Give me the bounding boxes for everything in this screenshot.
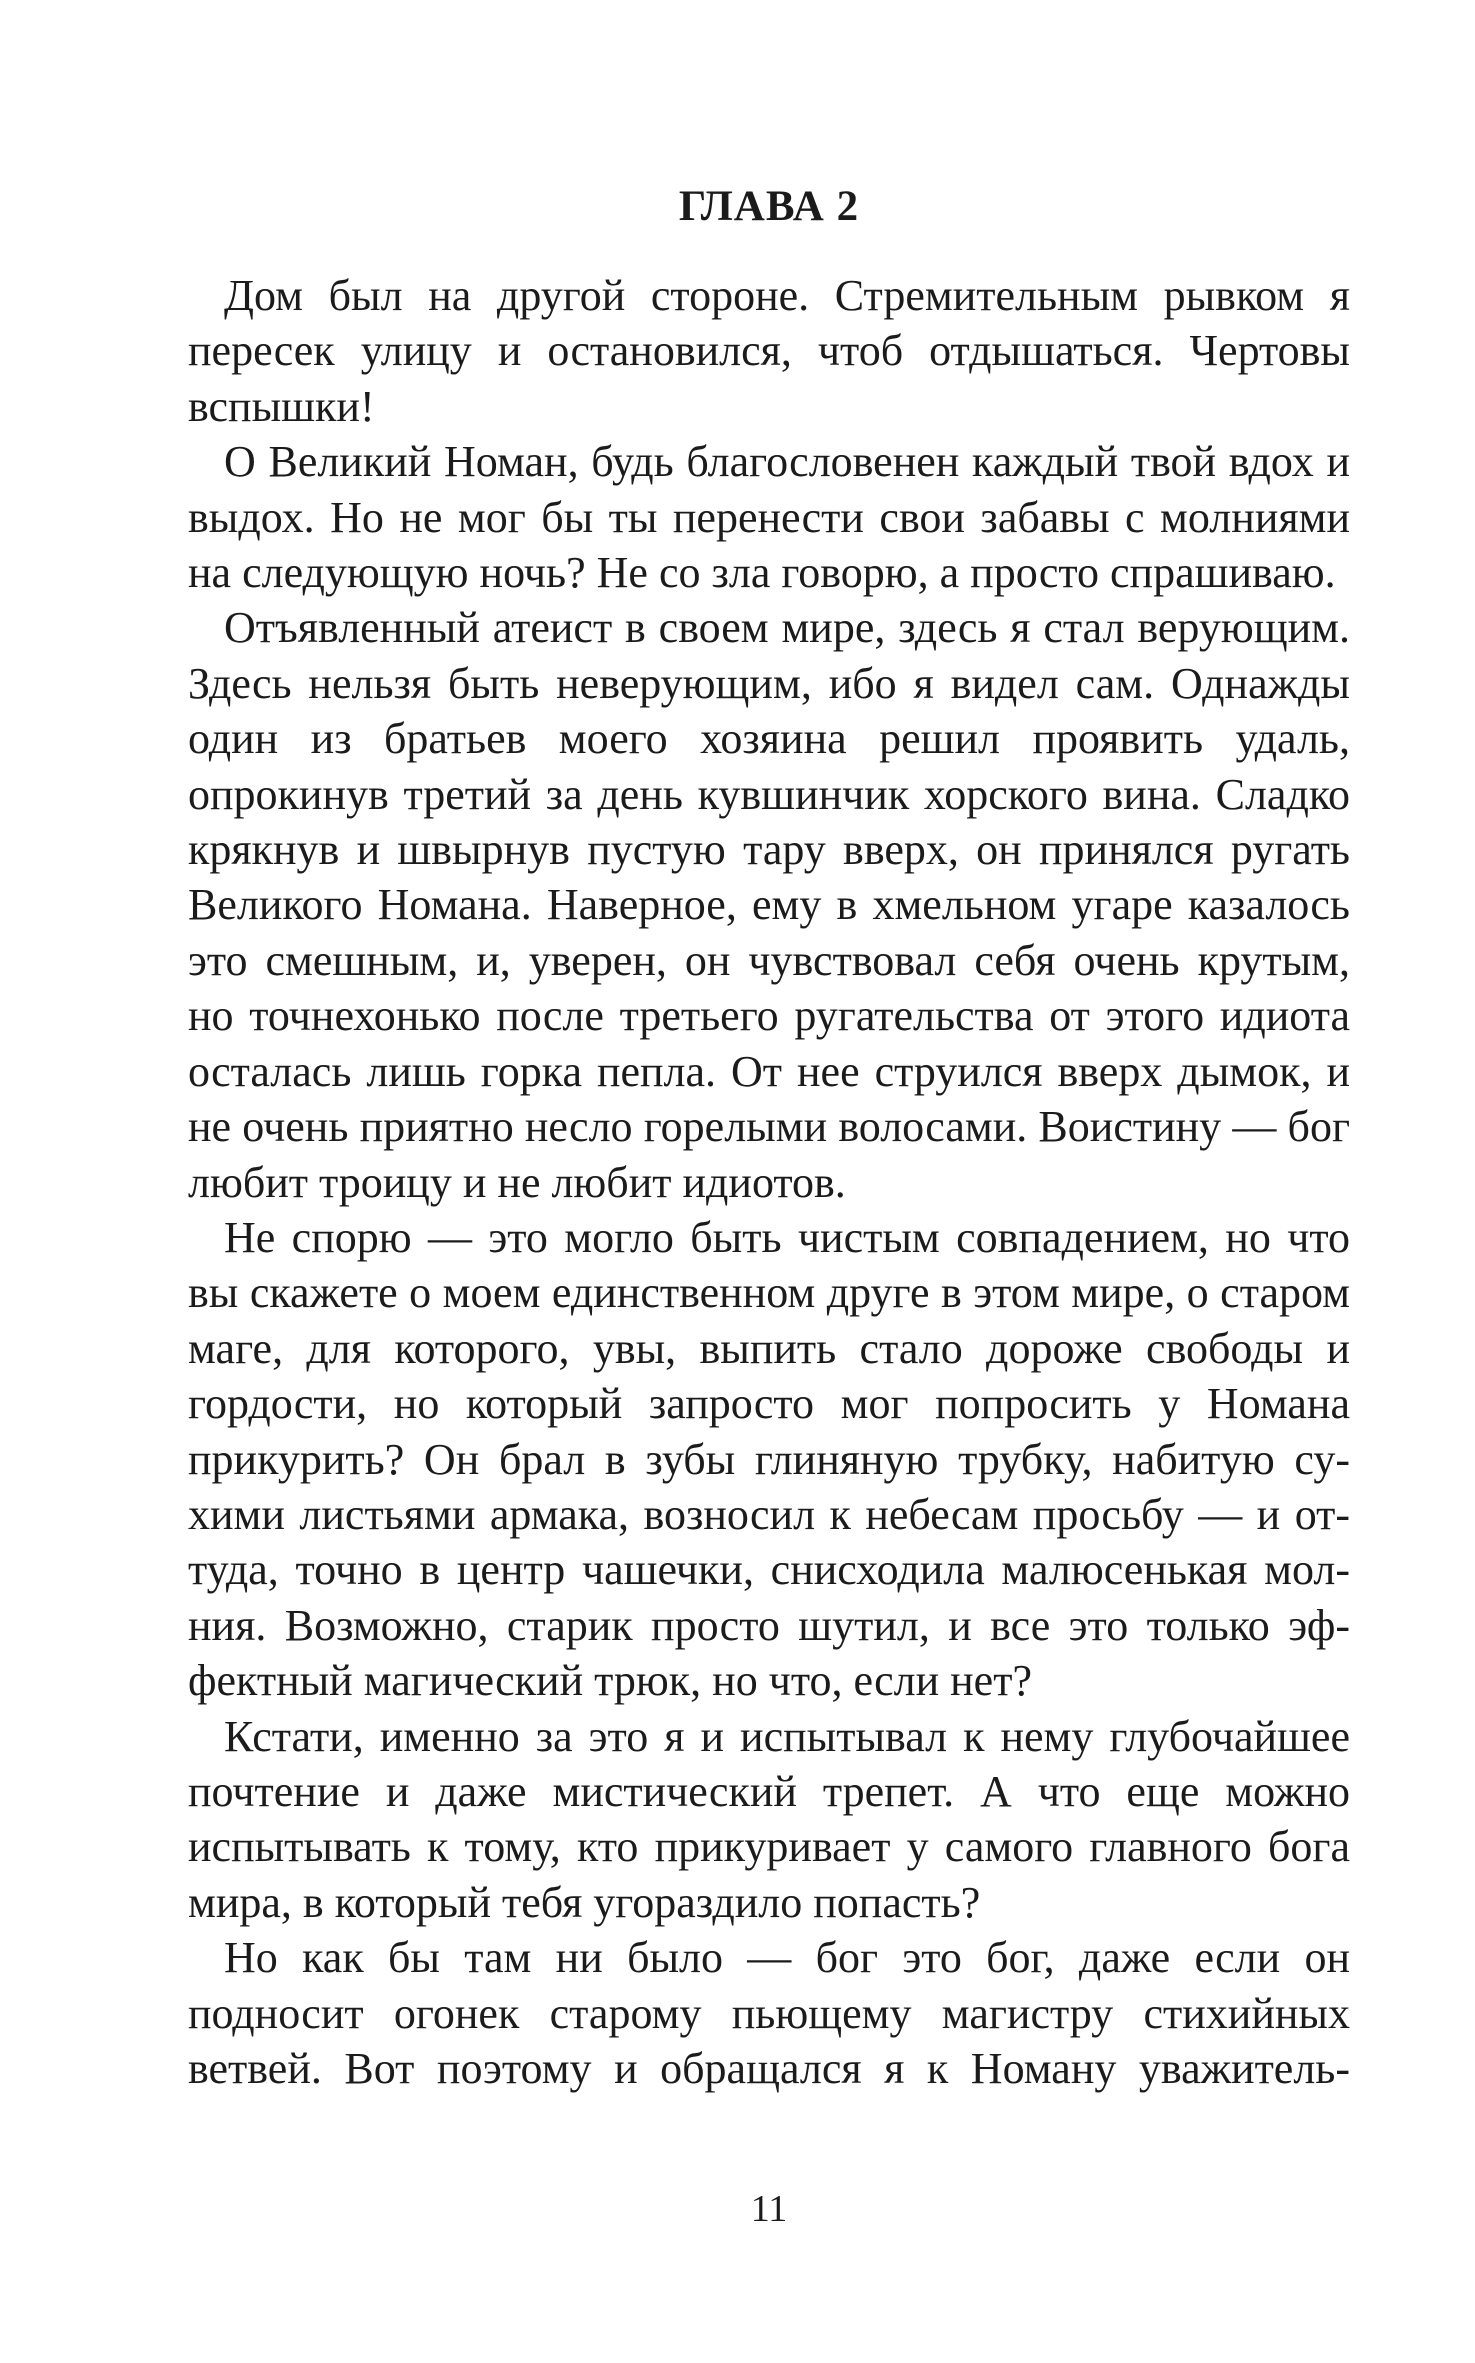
book-page — [188, 0, 1350, 2363]
paragraph: Отъявленный атеист в своем мире, здесь я стал верующим. Здесь нельзя быть неверующим, ибо я видел сам. Однажды один из братьев моего хозяина решил проявить удаль, опрокинув третий за день кувшинчик хорского вина. Сладко крякнув и швырнув пустую тару вверх, он принялся ругать Великого Номана. Наверное, ему в хмельном угаре казалось это смешным, и, уверен, он чувствовал себя очень крутым, но точнехонько после третьего ругательства от этого идиота осталась лишь горка пепла. От нее струился вверх дымок, и не очень приятно несло горелыми волосами. Воистину — бог любит троицу и не любит идиотов. — [188, 603, 1350, 1207]
paragraph: О Великий Номан, будь благословенен каждый твой вдох и выдох. Но не мог бы ты перенести свои забавы с молниями на следующую ночь? Не со зла говорю, а просто спрашиваю. — [188, 437, 1350, 598]
paragraph: Не спорю — это могло быть чистым совпадением, но что вы скажете о моем единственном друге в этом мире, о старом маге, для которого, увы, выпить стало дороже свободы и гордости, но который запросто мог попросить у Номана прикурить? Он брал в зубы глиняную трубку, набитую сухими листьями армака, возносил к небесам просьбу — и оттуда, точно в центр чашечки, снисходила малюсенькая молния. Возможно, старик просто шутил, и все это только эффектный магический трюк, но что, если нет? — [188, 1212, 1350, 1706]
paragraph: Но как бы там ни было — бог это бог, даже если он подносит огонек старому пьющему магистру стихийных ветвей. Вот поэтому и обращался я к Номану уважитель- — [188, 1933, 1350, 2093]
paragraph: Дом был на другой стороне. Стремительным рывком я пересек улицу и остановился, чтоб отдышаться. Чертовы вспышки! — [188, 271, 1350, 431]
paragraph: Кстати, именно за это я и испытывал к нему глубочайшее почтение и даже мистический трепет. А что еще можно испытывать к тому, кто прикуривает у самого главного бога мира, в который тебя угораздило попасть? — [188, 1711, 1350, 1927]
page-number: 11 — [750, 2188, 788, 2230]
chapter-body — [188, 268, 1350, 2096]
chapter-title: ГЛАВА 2 — [678, 183, 860, 230]
